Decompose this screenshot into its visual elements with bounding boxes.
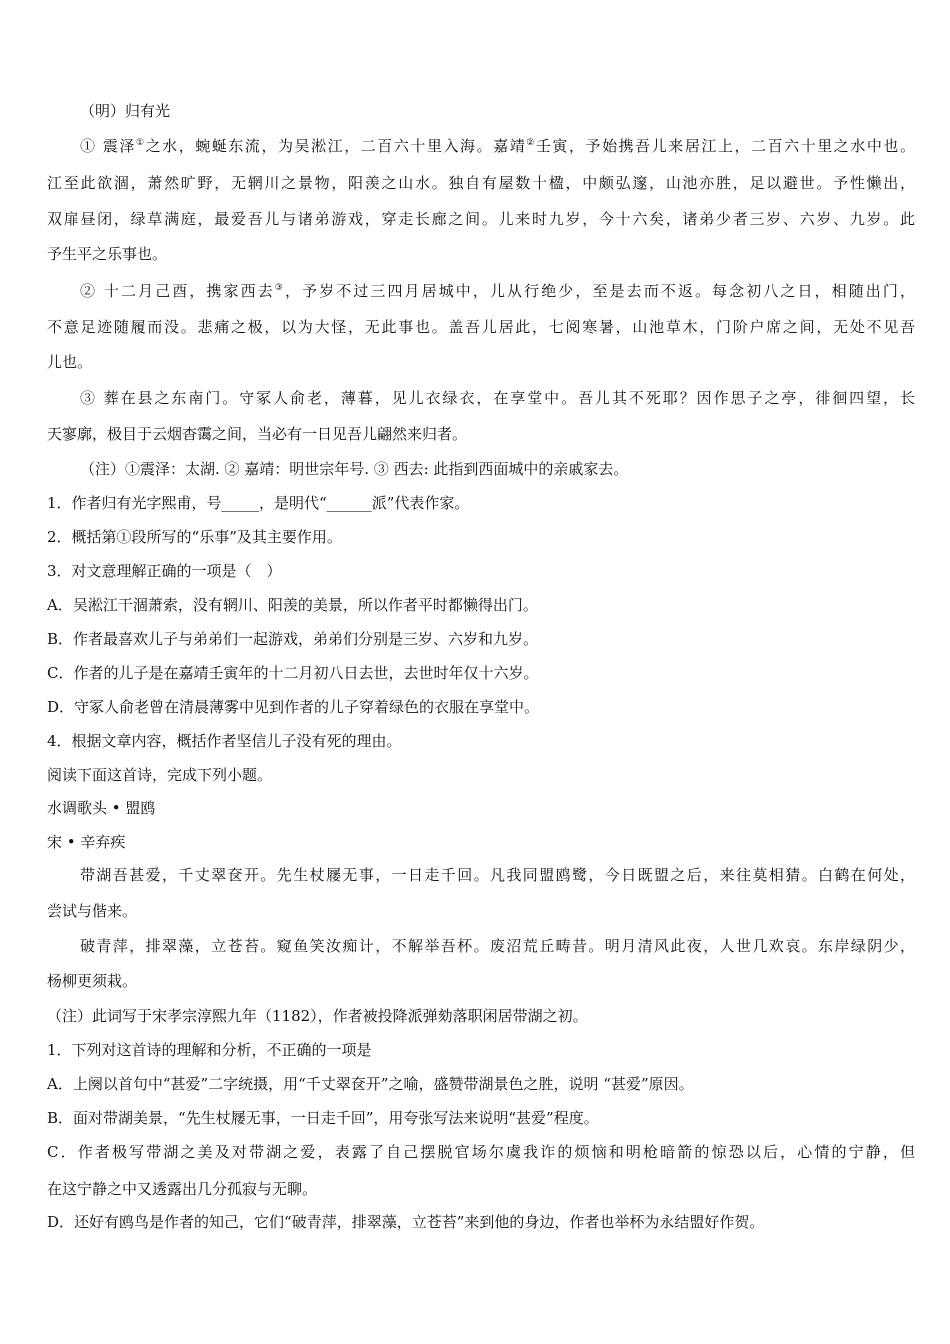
footnote-marker: ② [526, 138, 536, 148]
essay-para1-line3: 双扉昼闭，绿草满庭，最爱吾儿与诸弟游戏，穿走长廊之间。儿来时九岁，今十六矣，诸弟少者三岁、六岁、九岁。此 [47, 210, 915, 228]
essay-para1-line1 [80, 136, 915, 156]
essay-note: （注）①震泽：太湖. ② 嘉靖：明世宗年号. ③ 西去: 此指到西面城中的亲戚家去。 [80, 460, 629, 478]
poem-option-c-line2: 在这宁静之中又透露出几分孤寂与无聊。 [47, 1180, 318, 1198]
question-2: 2．概括第①段所写的“乐事”及其主要作用。 [47, 528, 342, 546]
poem-question-1: 1．下列对这首诗的理解和分析，不正确的一项是 [47, 1041, 372, 1059]
question-1: 1．作者归有光字熙甫，号_____，是明代“______派”代表作家。 [47, 494, 470, 512]
poem-option-d: D．还好有鸥鸟是作者的知己，它们“破青萍，排翠藻，立苍苔”来到他的身边，作者也举杯为永结盟好作贺。 [47, 1213, 765, 1231]
option-b: B．作者最喜欢儿子与弟弟们一起游戏，弟弟们分别是三岁、六岁和九岁。 [47, 630, 539, 648]
text: 之水，蜿蜒东流，为吴淞江，二百六十里入海。嘉靖 [145, 137, 527, 155]
essay-para2-line2: 不意足迹随履而没。悲痛之极，以为大怪，无此事也。盖吾儿居此，七阅寒暑，山池草木，门阶户席之间，无处不见吾 [47, 318, 915, 336]
poem-instruction: 阅读下面这首诗，完成下列小题。 [47, 766, 273, 784]
poem-note: （注）此词写于宋孝宗淳熙九年（1182），作者被投降派弹劾落职闲居带湖之初。 [47, 1007, 588, 1025]
poem-stanza1-line1: 带湖吾甚爱，千丈翠奁开。先生杖屦无事，一日走千回。凡我同盟鸥鹭，今日既盟之后，来往莫相猜。白鹤在何处， [80, 866, 915, 884]
poem-author: 宋 • 辛弃疾 [47, 833, 126, 851]
essay-para3-line2: 天寥廓，极目于云烟杳霭之间，当必有一日见吾儿翩然来归者。 [47, 425, 468, 443]
essay-para1-line4: 予生平之乐事也。 [47, 245, 168, 263]
poem-option-b: B．面对带湖美景，“先生杖屦无事，一日走千回”，用夸张写法来说明“甚爱”程度。 [47, 1109, 599, 1127]
essay-para2-line1 [80, 281, 915, 301]
poem-title: 水调歌头 • 盟鸥 [47, 799, 156, 817]
text: 壬寅，予始携吾儿来居江上，二百六十里之水中也。 [535, 137, 915, 155]
poem-stanza1-line2: 尝试与偕来。 [47, 902, 138, 920]
poem-option-c-line1: C．作者极写带湖之美及对带湖之爱，表露了自己摆脱官场尔虞我诈的烦恼和明枪暗箭的惊恐以后，心情的宁静，但 [47, 1143, 915, 1161]
poem-stanza2-line2: 杨柳更须栽。 [47, 972, 138, 990]
footnote-marker: ① [135, 138, 146, 148]
text: ② 十二月己酉，携家西去 [80, 282, 275, 300]
poem-option-a: A．上阕以首句中“甚爱”二字统摄，用“千丈翠奁开”之喻，盛赞带湖景色之胜，说明 “甚爱”原因。 [47, 1075, 694, 1093]
text: ① 震泽 [80, 137, 136, 155]
essay-para3-line1: ③ 葬在县之东南门。守冢人俞老，薄暮，见儿衣绿衣，在享堂中。吾儿其不死耶？因作思子之亭，徘徊四望，长 [80, 389, 915, 407]
essay-author: （明）归有光 [80, 102, 171, 120]
poem-stanza2-line1: 破青萍，排翠藻，立苍苔。窥鱼笑汝痴计，不解举吾杯。废沼荒丘畴昔。明月清风此夜，人世几欢哀。东岸绿阴少， [80, 937, 915, 955]
option-d: D．守冢人俞老曾在清晨薄雾中见到作者的儿子穿着绿色的衣服在享堂中。 [47, 698, 540, 716]
option-c: C．作者的儿子是在嘉靖壬寅年的十二月初八日去世，去世时年仅十六岁。 [47, 664, 539, 682]
essay-para2-line3: 儿也。 [47, 353, 93, 371]
text: ，予岁不过三四月居城中，儿从行绝少，至是去而不返。每念初八之日，相随出门， [284, 282, 915, 300]
option-a: A．吴淞江干涸萧索，没有辋川、阳羡的美景，所以作者平时都懒得出门。 [47, 596, 538, 614]
footnote-marker: ③ [274, 283, 285, 293]
question-4: 4．根据文章内容，概括作者坚信儿子没有死的理由。 [47, 732, 402, 750]
question-3: 3．对文意理解正确的一项是（ ） [47, 562, 282, 580]
essay-para1-line2: 江至此欲涸，萧然旷野，无辋川之景物，阳羡之山水。独自有屋数十楹，中颇弘邃，山池亦胜，足以避世。予性懒出， [47, 174, 915, 192]
